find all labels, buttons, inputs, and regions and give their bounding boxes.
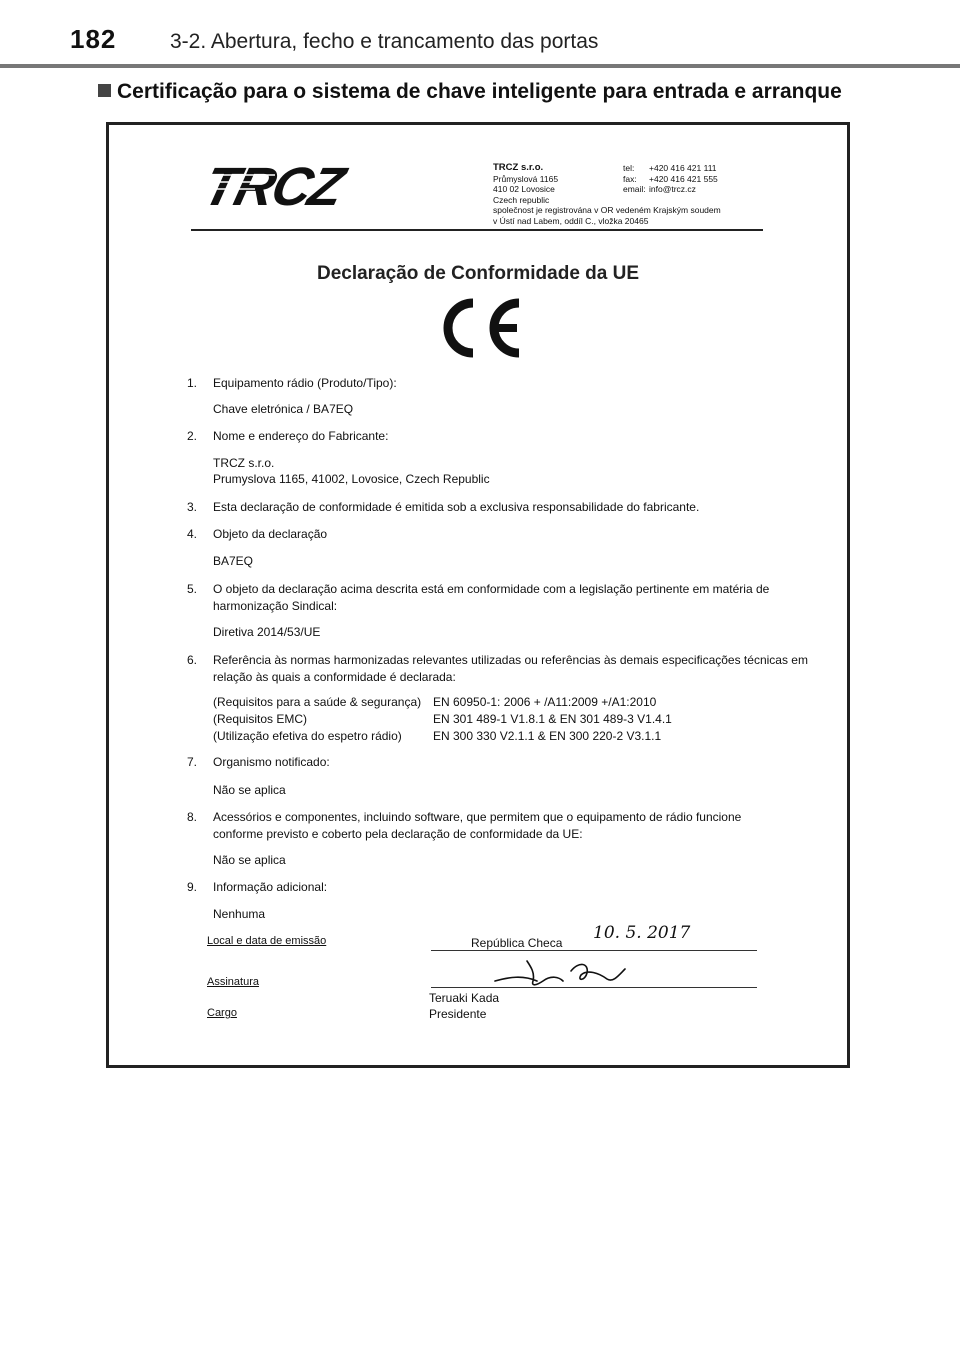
page-number: 182	[70, 24, 117, 54]
item-1-detail: Chave eletrónica / BA7EQ	[213, 402, 354, 416]
fax-value: +420 416 421 555	[649, 173, 718, 184]
norm-value: EN 60950-1: 2006 + /A11:2009 +/A1:2010	[433, 695, 657, 709]
item-text	[213, 809, 833, 843]
item-text-line: relação às quais a conformidade é declarada:	[213, 670, 456, 684]
item-text	[213, 581, 833, 615]
email-label: email:	[623, 184, 646, 194]
place-date-label: Local e data de emissão	[207, 935, 327, 947]
item-text: Organismo notificado:	[213, 755, 330, 769]
signer-role: Presidente	[429, 1007, 487, 1021]
svg-text:TRCZ: TRCZ	[197, 155, 349, 217]
item-number: 8.	[187, 810, 198, 824]
place-value: República Checa	[471, 936, 563, 950]
item-text	[213, 652, 833, 686]
item-text-line: harmonização Sindical:	[213, 599, 338, 613]
contact-email-row	[623, 184, 718, 195]
section-title-text: Certificação para o sistema de chave inteligente para entrada e arranque	[117, 80, 842, 103]
fax-label: fax:	[623, 173, 637, 184]
certificate-frame	[106, 122, 850, 1068]
norm-value: EN 301 489-1 V1.8.1 & EN 301 489-3 V1.4.1	[433, 712, 672, 726]
item-text-line: conforme previsto e coberto pela declaração de conformidade da UE:	[213, 827, 583, 841]
item-number: 1.	[187, 376, 198, 390]
item-number: 3.	[187, 500, 198, 514]
section-title	[98, 80, 842, 104]
item-8-detail: Não se aplica	[213, 853, 286, 867]
ce-mark-icon	[433, 295, 523, 361]
item-text: Esta declaração de conformidade é emitida sob a exclusiva responsabilidade do fabricante.	[213, 500, 700, 514]
item-text: Nome e endereço do Fabricante:	[213, 429, 389, 443]
tel-label: tel:	[623, 163, 635, 173]
tel-value: +420 416 421 111	[649, 163, 717, 173]
item-number: 7.	[187, 755, 198, 769]
item-7-detail: Não se aplica	[213, 783, 286, 797]
company-address-line: 410 02 Lovosice	[493, 184, 555, 194]
contact-tel-row	[623, 163, 718, 174]
item-text-line: Acessórios e componentes, incluindo software, que permitem que o equipamento de rádio funcione	[213, 810, 742, 824]
item-text-line: Referência às normas harmonizadas relevantes utilizadas ou referências às demais especificações técnicas em	[213, 653, 808, 667]
item-number: 4.	[187, 527, 198, 541]
norm-value: EN 300 330 V2.1.1 & EN 300 220-2 V3.1.1	[433, 729, 662, 743]
norm-label: (Requisitos para a saúde & segurança)	[213, 695, 422, 709]
manufacturer-address: Prumyslova 1165, 41002, Lovosice, Czech Republic	[213, 472, 490, 486]
item-4-detail: BA7EQ	[213, 554, 254, 568]
handwritten-signature	[489, 951, 629, 991]
item-text: Objeto da declaração	[213, 527, 328, 541]
header-rule	[0, 64, 960, 68]
company-address-line: v Ústí nad Labem, oddíl C., vložka 20465	[493, 215, 649, 226]
item-text: Informação adicional:	[213, 880, 328, 894]
company-address-line: společnost je registrována v OR vedeném Krajským soudem	[493, 205, 721, 215]
signature-label: Assinatura	[207, 976, 259, 988]
item-number: 5.	[187, 582, 198, 596]
contact-block	[623, 163, 718, 195]
role-label: Cargo	[207, 1007, 237, 1019]
item-5-detail: Diretiva 2014/53/UE	[213, 625, 321, 639]
signer-name: Teruaki Kada	[429, 991, 500, 1005]
item-text: Equipamento rádio (Produto/Tipo):	[213, 376, 397, 390]
norm-label: (Requisitos EMC)	[213, 712, 308, 726]
logo-rule	[191, 229, 763, 231]
norm-label: (Utilização efetiva do espetro rádio)	[213, 729, 402, 743]
chapter-title: 3-2. Abertura, fecho e trancamento das portas	[170, 30, 599, 53]
item-text-line: O objeto da declaração acima descrita está em conformidade com a legislação pertinente em matéria de	[213, 582, 770, 596]
company-name: TRCZ s.r.o.	[493, 162, 544, 173]
square-bullet-icon	[98, 84, 111, 97]
handwritten-date: 10. 5. 2017	[593, 923, 691, 943]
trcz-logo	[195, 155, 405, 217]
manufacturer-name: TRCZ s.r.o.	[213, 456, 275, 470]
email-value: info@trcz.cz	[649, 184, 696, 194]
certificate-title: Declaração de Conformidade da UE	[316, 263, 640, 284]
item-9-detail: Nenhuma	[213, 907, 266, 921]
signature-line	[431, 987, 757, 988]
item-number: 9.	[187, 880, 198, 894]
contact-fax-row	[623, 174, 718, 185]
company-address-line: Průmyslová 1165	[493, 173, 559, 184]
company-address-line: Czech republic	[493, 194, 550, 205]
item-number: 6.	[187, 653, 198, 667]
item-number: 2.	[187, 429, 198, 443]
